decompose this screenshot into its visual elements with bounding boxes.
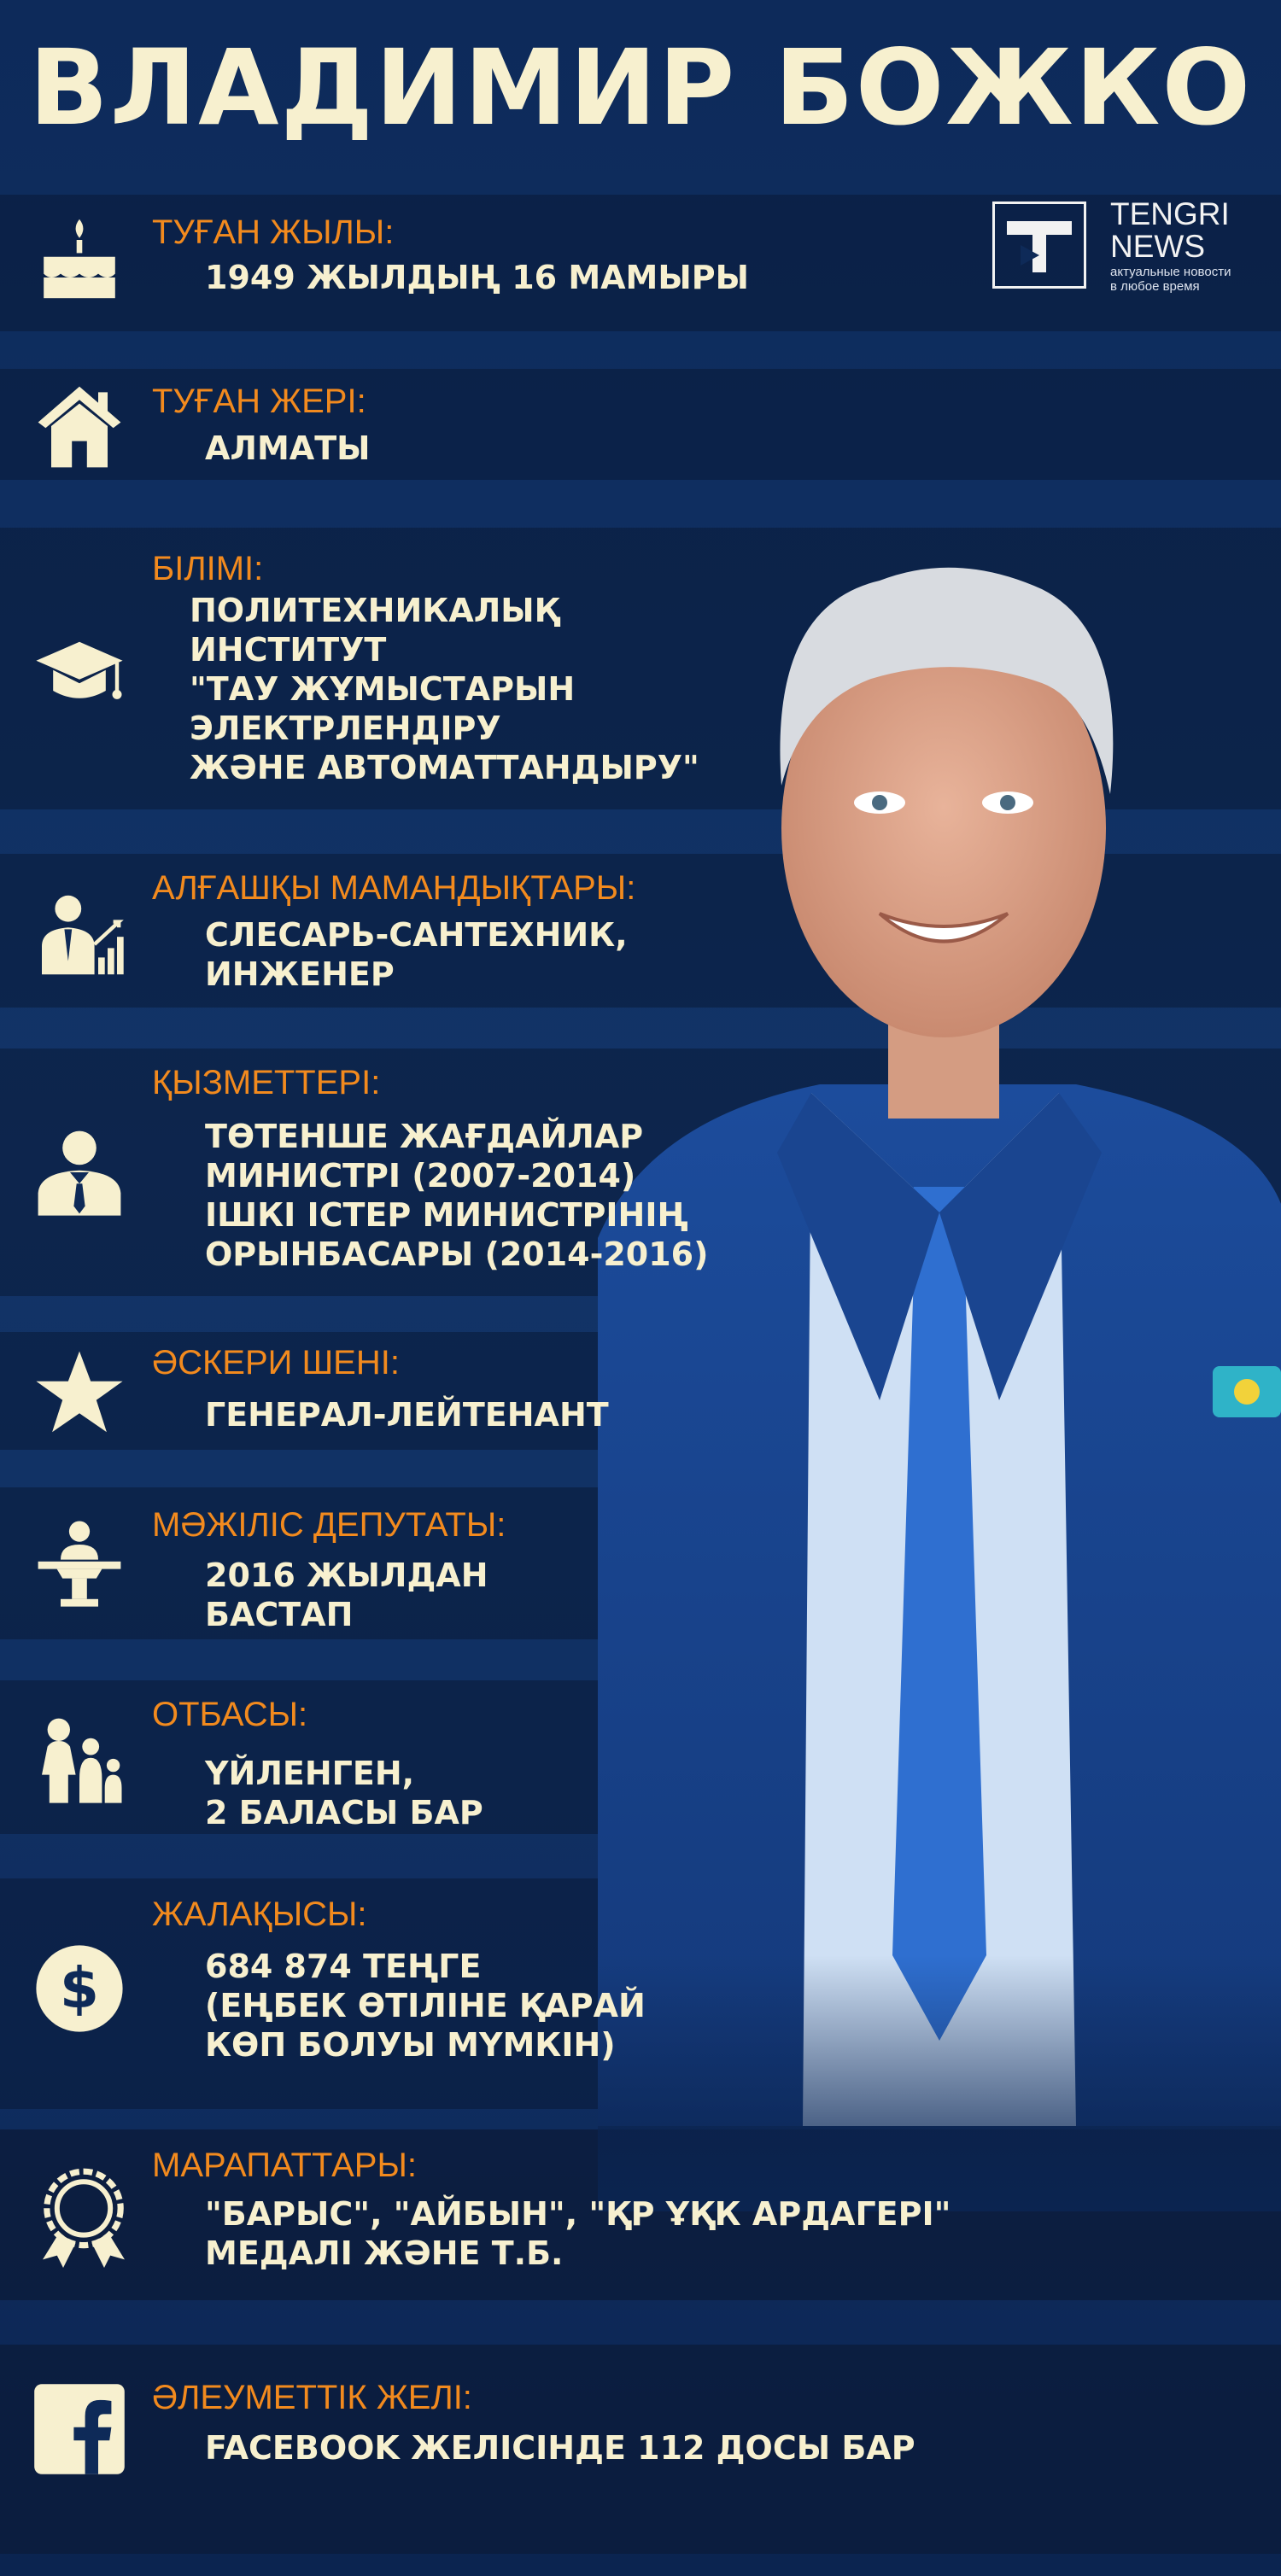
logo-tagline [1110, 265, 1231, 294]
logo-name-line2: NEWS [1110, 229, 1205, 264]
facebook-icon [32, 2382, 126, 2476]
awards-label: МАРАПАТТАРЫ: [152, 2147, 417, 2184]
family-icon [32, 1713, 126, 1807]
logo-name [1110, 198, 1230, 263]
military-rank-value [205, 1395, 609, 1434]
military-rank-label: ӘСКЕРИ ШЕНІ: [152, 1344, 400, 1381]
family-label: ОТБАСЫ: [152, 1696, 308, 1733]
value-line: 2 БАЛАСЫ БАР [205, 1794, 483, 1831]
social-network-value [205, 2428, 915, 2468]
birth-date-label: ТУҒАН ЖЫЛЫ: [152, 213, 395, 251]
value-line: 684 874 ТЕҢГЕ [205, 1948, 482, 1985]
value-line: КӨП БОЛУЫ МҮМКІН) [205, 2026, 616, 2064]
first-professions-value [205, 915, 628, 994]
value-line: ІШКІ ІСТЕР МИНИСТРІНІҢ [205, 1196, 688, 1234]
logo-name-line1: TENGRI [1110, 196, 1230, 231]
businessman-growth-icon [32, 888, 126, 982]
dollar-coin-icon [32, 1942, 126, 2036]
social-network-label: ӘЛЕУМЕТТІК ЖЕЛІ: [152, 2379, 472, 2416]
value-line: ИНСТИТУТ [190, 631, 387, 669]
value-line: СЛЕСАРЬ-САНТЕХНИК, [205, 916, 628, 954]
value-line: ГЕНЕРАЛ-ЛЕЙТЕНАНТ [205, 1396, 609, 1434]
value-line: ЖӘНЕ АВТОМАТТАНДЫРУ" [190, 749, 699, 786]
value-line: "БАРЫС", "АЙБЫН", "ҚР ҰҚК АРДАГЕРІ" [205, 2195, 951, 2233]
birthplace-label: ТУҒАН ЖЕРІ: [152, 383, 366, 420]
salary-value [205, 1947, 646, 2065]
family-value [205, 1754, 483, 1832]
value-line: ИНЖЕНЕР [205, 955, 395, 993]
positions-value [205, 1117, 708, 1274]
birthplace-value [205, 429, 371, 468]
education-value [190, 591, 699, 787]
positions-label: ҚЫЗМЕТТЕРІ: [152, 1064, 381, 1101]
education-label: БІЛІМІ: [152, 550, 264, 587]
graduation-cap-icon [32, 625, 126, 719]
deputy-value [205, 1556, 488, 1634]
speaker-podium-icon [32, 1516, 126, 1610]
value-line: 2016 ЖЫЛДАН [205, 1557, 488, 1594]
value-line: FACEBOOK ЖЕЛІСІНДЕ 112 ДОСЫ БАР [205, 2429, 915, 2467]
value-line: МИНИСТРІ (2007-2014) [205, 1157, 636, 1195]
value-line: АЛМАТЫ [205, 429, 371, 467]
star-icon [32, 1346, 126, 1440]
birth-date-value [205, 258, 749, 297]
value-line: ЭЛЕКТРЛЕНДІРУ [190, 710, 501, 747]
value-line: ТӨТЕНШЕ ЖАҒДАЙЛАР [205, 1118, 644, 1155]
logo-mark [992, 202, 1086, 289]
value-line: 1949 ЖЫЛДЫҢ 16 МАМЫРЫ [205, 259, 749, 296]
svg-text:$: $ [60, 1955, 99, 2021]
logo-tagline-line1: актуальные новости [1110, 265, 1231, 279]
page-title: ВЛАДИМИР БОЖКО [28, 27, 1253, 149]
birthday-cake-icon [32, 212, 126, 306]
value-line: ПОЛИТЕХНИКАЛЫҚ [190, 592, 560, 629]
businessman-icon [32, 1125, 126, 1219]
value-line: ОРЫНБАСАРЫ (2014-2016) [205, 1235, 709, 1273]
tengri-news-logo [992, 198, 1249, 297]
first-professions-label: АЛҒАШҚЫ МАМАНДЫҚТАРЫ: [152, 869, 636, 907]
value-line: ҮЙЛЕНГЕН, [205, 1755, 415, 1792]
deputy-label: МӘЖІЛІС ДЕПУТАТЫ: [152, 1506, 506, 1544]
logo-t-icon [995, 204, 1084, 286]
logo-tagline-line2: в любое время [1110, 279, 1200, 294]
portrait-image [598, 504, 1281, 2211]
award-medal-icon [32, 2165, 135, 2268]
awards-value [205, 2194, 951, 2273]
value-line: МЕДАЛІ ЖӘНЕ Т.Б. [205, 2234, 564, 2272]
house-icon [32, 379, 126, 473]
value-line: "ТАУ ЖҰМЫСТАРЫН [190, 670, 576, 708]
salary-label: ЖАЛАҚЫСЫ: [152, 1895, 367, 1933]
value-line: (ЕҢБЕК ӨТІЛІНЕ ҚАРАЙ [205, 1987, 646, 2024]
value-line: БАСТАП [205, 1596, 354, 1633]
